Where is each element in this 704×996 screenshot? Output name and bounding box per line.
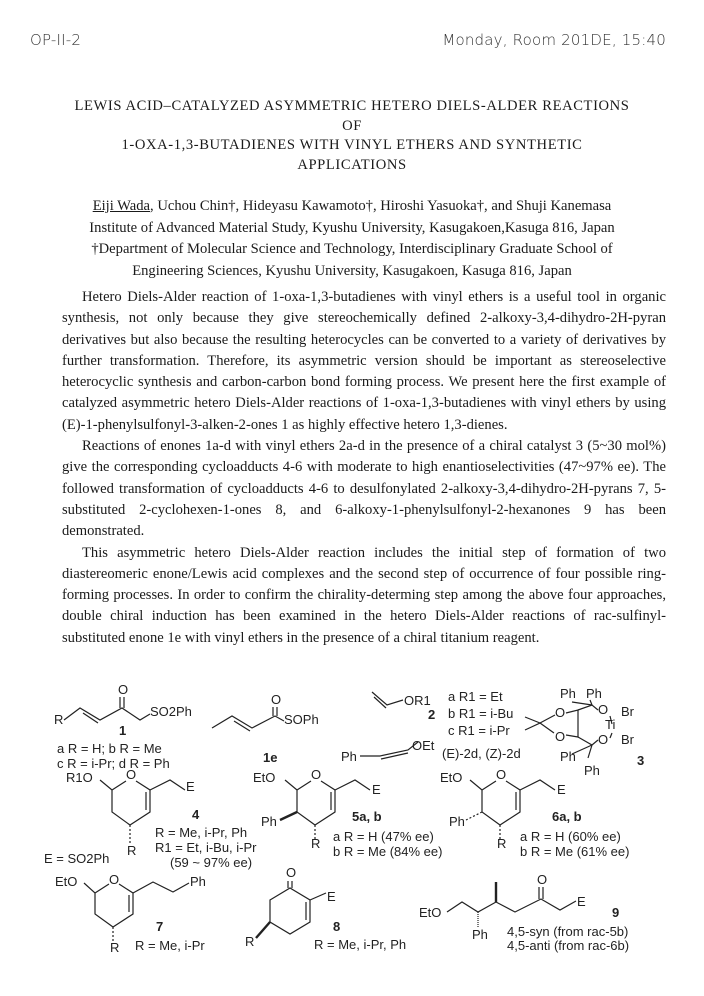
atom-label: O [598,702,609,717]
presenting-author: Eiji Wada [92,198,151,214]
atom-label: O [109,872,120,887]
substituent-label: EtO [440,770,463,785]
compound-number: 1 [119,723,127,738]
author-list [0,196,704,218]
compound-number: 3 [637,753,645,768]
atom-label: E [186,779,195,794]
stereo-note: 4,5-syn (from rac-5b) [507,924,629,939]
substituent-definition: E = SO2Ph [44,851,110,866]
compound-number: 6a, b [552,809,582,824]
compound-number: 5a, b [352,809,382,824]
affiliation: Institute of Advanced Material Study, Kyushu University, Kasugakoen,Kasuga 816, Japan [89,219,615,236]
atom-label: Br [621,732,634,747]
substituent-label: EtO [419,905,442,920]
substituent-label: Ph [449,814,465,829]
paragraph: Reactions of enones 1a-d with vinyl ethers 2a-d in the presence of a chiral catalyst 3 (5~30 mol%) give the corresponding cycloadducts 4-6 with moderate to high enantioselectivities (47~97% ee). The followed transformation of cycloadducts 4-6 to desulfonylated 2-alkoxy-3,4-dihydro-2H-pyrans 7, 5-substituted 2-cyclohexen-1-ones 8, and 6-alkoxy-1-phenylsulfonyl-2-hexanones 9 has been demonstrated. [62,438,666,540]
compound-number: 4 [192,807,200,822]
ee-result: a R = H (47% ee) [333,829,434,844]
compound-number: 2 [428,707,436,722]
stereo-note: 4,5-anti (from rac-6b) [507,938,630,953]
substituent-label: SOPh [284,712,319,727]
title-line: 1-OXA-1,3-BUTADIENES WITH VINYL ETHERS AND SYNTHETIC [121,137,583,153]
substituent-label: Ph [586,686,602,701]
substituent-definition: R = Me, i-Pr [135,938,205,953]
substituent-definition: a R = H; b R = Me [57,741,162,756]
compound-number: 8 [333,919,341,934]
substituent-label: OEt [412,738,435,753]
title-line: LEWIS ACID–CATALYZED ASYMMETRIC HETERO DIELS-ALDER REACTIONS [74,98,630,114]
compound-number: 1e [263,750,278,765]
substituent-label: EtO [55,874,78,889]
atom-label: O [118,682,129,697]
atom-label: R [311,836,321,851]
substituent-label: Ph [261,814,277,829]
substituent-label: Ph [584,763,600,778]
atom-label: O [496,767,507,782]
compound-number: 7 [156,919,164,934]
substituent-definition: R = Me, i-Pr, Ph [314,937,407,952]
co-authors: , Uchou Chin†, Hideyasu Kawamoto†, Hiroshi Yasuoka†, and Shuji Kanemasa [150,198,612,214]
atom-label: E [372,782,381,797]
atom-label: O [555,729,566,744]
atom-label: E [557,782,566,797]
title-line: OF [342,117,362,134]
ee-result: b R = Me (84% ee) [333,844,443,859]
atom-label: O [598,732,609,747]
atom-label: R [54,712,64,727]
ee-result: a R = H (60% ee) [520,829,621,844]
substituent-definition: b R1 = i-Bu [448,706,514,721]
atom-label: Br [621,704,634,719]
substituent-label: EtO [253,770,276,785]
author-block [0,196,704,282]
atom-label: O [286,865,297,880]
substituent-definition: R1 = Et, i-Bu, i-Pr [155,840,257,855]
title-line: APPLICATIONS [297,156,407,173]
paper-title [0,97,704,175]
paragraph: This asymmetric hetero Diels-Alder reaction includes the initial step of formation of two diastereomeric enone/Lewis acid complexes and the second step of occurrence of four possible ring-forming processes. In order to confirm the chirality-determing step among the above four approaches, double chiral induction has been examined in the hetero Diels-Alder reactions of rac-sulfinyl-substituted enone 1e with vinyl ethers in the presence of a chiral titanium reagent. [62,544,666,646]
compound-number: (E)-2d, (Z)-2d [442,746,521,761]
abstract-body [62,287,666,649]
atom-label: R [497,836,507,851]
substituent-definition: c R = i-Pr; d R = Ph [57,756,170,771]
compound-number: 9 [612,905,620,920]
atom-label: O [537,872,548,887]
ee-result: b R = Me (61% ee) [520,844,630,859]
atom-label: Ti [605,717,616,732]
affiliation: †Department of Molecular Science and Technology, Interdisciplinary Graduate School of [91,241,613,257]
substituent-label: SO2Ph [150,704,192,719]
atom-label: O [126,767,137,782]
atom-label: O [311,767,322,782]
reaction-scheme [0,670,704,996]
ee-range: (59 ~ 97% ee) [170,855,253,870]
atom-label: R [110,940,120,955]
substituent-label: OR1 [404,693,431,708]
atom-label: E [327,889,336,904]
substituent-label: R1O [66,770,93,785]
session-schedule: Monday, Room 201DE, 15:40 [442,31,666,49]
substituent-label: Ph [472,927,488,942]
substituent-label: Ph [341,749,357,764]
atom-label: E [577,894,586,909]
atom-label: R [127,843,137,858]
substituent-definition: a R1 = Et [448,689,503,704]
substituent-definition: R = Me, i-Pr, Ph [155,825,248,840]
affiliation: Engineering Sciences, Kyushu University, Kasugakoen, Kasuga 816, Japan [132,262,572,279]
substituent-label: Ph [560,749,576,764]
atom-label: R [245,934,255,949]
substituent-label: Ph [190,874,206,889]
atom-label: O [271,692,282,707]
paragraph: Hetero Diels-Alder reaction of 1-oxa-1,3-butadienes with vinyl ethers is a useful tool in organic synthesis, not only because they give stereochemically defined 2-alkoxy-3,4-dihydro-2H-pyran derivatives but also because the resulting heterocycles can be converted to a variety of derivatives by further transformation. Therefore, its asymmetric version should be important as stereoselective heterocyclic synthesis and carbon-carbon bond forming process. We present here the first example of catalyzed asymmetric hetero Diels-Alder reactions of 1-oxa-1,3-butadienes with vinyl ethers by using (E)-1-phenylsulfonyl-3-alken-2-ones 1 as highly effective hetero 1,3-dienes. [62,289,666,433]
substituent-definition: c R1 = i-Pr [448,723,510,738]
session-code: OP-II-2 [30,31,82,49]
substituent-label: Ph [560,686,576,701]
atom-label: O [555,705,566,720]
